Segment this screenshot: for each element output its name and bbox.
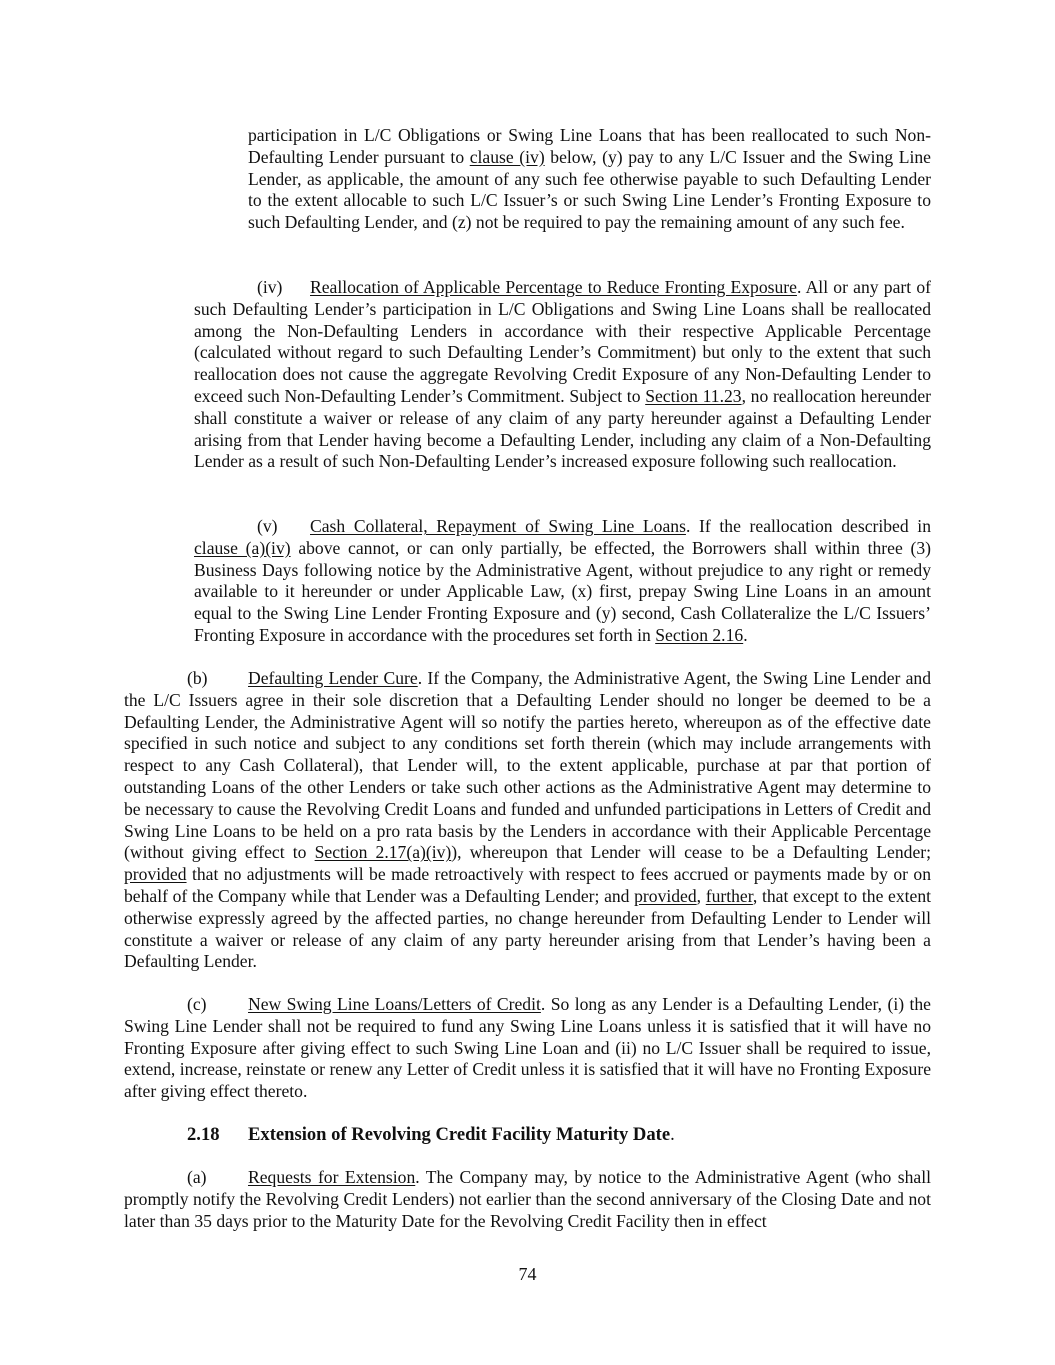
paragraph-a-heading: Requests for Extension bbox=[248, 1167, 416, 1187]
clause-iv-reference: clause (iv) bbox=[469, 146, 545, 167]
provided-term-2: provided bbox=[634, 885, 697, 906]
section-number: 2.18 bbox=[187, 1124, 220, 1145]
paragraph-c: (c) New Swing Line Loans/Letters of Credit. So long as any Lender is a Defaulting Lender, (i) the Swing Line Lender shall not be required to fund any Swing Line Loans unless it is satisfied that it will have no Fronting Exposure after giving effect to such Swing Line Loan and (ii) no L/C Issuer shall be required to issue, extend, increase, reinstate or renew any Letter of Credit unless it is satisfied that it will have no Fronting Exposure after giving effect thereto. bbox=[124, 994, 931, 1102]
paragraph-b-heading: Defaulting Lender Cure bbox=[248, 668, 418, 688]
paragraph-iv-heading: Reallocation of Applicable Percentage to Reduce Fronting Exposure bbox=[310, 277, 797, 297]
clause-a-iv-reference: clause (a)(iv) bbox=[194, 537, 291, 558]
provided-term: provided bbox=[124, 864, 187, 885]
paragraph-c-label: (c) bbox=[187, 994, 207, 1014]
paragraph-v: (v) Cash Collateral, Repayment of Swing Line Loans. If the reallocation described in clause (a)(iv) above cannot, or can only partially, be effected, the Borrowers shall within three (3) Business Days following notice by the Administrative Agent, without prejudice to any right or remedy available to it hereunder or under Applicable Law, (x) first, prepay Swing Line Loans in an amount equal to the Swing Line Lender Fronting Exposure and (y) second, Cash Collateralize the L/C Issuers’ Fronting Exposure in accordance with the procedures set forth in Section 2.16. bbox=[194, 516, 931, 645]
paragraph-b: (b) Defaulting Lender Cure. If the Company, the Administrative Agent, the Swing Line Lender and the L/C Issuers agree in their sole discretion that a Defaulting Lender should no longer be deemed to be a Defaulting Lender, the Administrative Agent will so notify the parties hereto, whereupon as of the effective date specified in such notice and subject to any conditions set forth therein (which may include arrangements with respect to any Cash Collateral), that Lender will, to the extent applicable, purchase at par that portion of outstanding Loans of the other Lenders or take such other actions as the Administrative Agent may determine to be necessary to cause the Revolving Credit Loans and funded and unfunded participations in Letters of Credit and Swing Line Loans to be held on a pro rata basis by the Lenders in accordance with their Applicable Percentage (without giving effect to Section 2.17(a)(iv)), whereupon that Lender will cease to be a Defaulting Lender; provided that no adjustments will be made retroactively with respect to fees accrued or payments made by or on behalf of the Company while that Lender was a Defaulting Lender; and provided, further, that except to the extent otherwise expressly agreed by the affected parties, no change hereunder from Defaulting Lender to Lender will constitute a waiver or release of any claim of any party hereunder arising from that Lender’s having been a Defaulting Lender. bbox=[124, 668, 932, 972]
section-2-16-reference: Section 2.16 bbox=[655, 624, 744, 645]
paragraph-a-label: (a) bbox=[187, 1167, 207, 1187]
paragraph-a: (a) Requests for Extension. The Company may, by notice to the Administrative Agent (who shall promptly notify the Revolving Credit Lenders) not earlier than the second anniversary of the Closing Date and not later than 35 days prior to the Maturity Date for the Revolving Credit Facility then in effect bbox=[124, 1167, 931, 1231]
page-number: 74 bbox=[518, 1264, 537, 1284]
paragraph-iv: (iv) Reallocation of Applicable Percentage to Reduce Fronting Exposure. All or any part of such Defaulting Lender’s participation in L/C Obligations and Swing Line Loans shall be reallocated among the Non-Defaulting Lenders in accordance with their respective Applicable Percentage (calculated without regard to such Defaulting Lender’s Commitment) but only to the extent that such reallocation does not cause the aggregate Revolving Credit Exposure of any Non-Defaulting Lender to exceed such Non-Defaulting Lender’s Commitment. Subject to Section 11.23, no reallocation hereunder shall constitute a waiver or release of any claim of any party hereunder against a Defaulting Lender arising from that Lender having become a Defaulting Lender, including any claim of a Non-Defaulting Lender as a result of such Non-Defaulting Lender’s increased exposure following such reallocation. bbox=[194, 277, 931, 472]
further-term: further bbox=[705, 885, 753, 906]
paragraph-b-label: (b) bbox=[187, 668, 208, 688]
paragraph-v-heading: Cash Collateral, Repayment of Swing Line Loans bbox=[310, 516, 686, 536]
section-title: Extension of Revolving Credit Facility Maturity Date bbox=[248, 1124, 671, 1145]
paragraph-v-label: (v) bbox=[257, 516, 278, 536]
paragraph-c-heading: New Swing Line Loans/Letters of Credit bbox=[248, 994, 541, 1014]
section-heading: 2.18 Extension of Revolving Credit Facility Maturity Date. bbox=[187, 1124, 675, 1145]
paragraph-iv-label: (iv) bbox=[257, 277, 283, 297]
section-11-23-reference: Section 11.23 bbox=[645, 385, 742, 406]
section-2-17-reference: Section 2.17(a)(iv) bbox=[314, 842, 452, 863]
paragraph-iii-continuation: participation in L/C Obligations or Swing Line Loans that has been reallocated to such Non-Defaulting Lender pursuant to clause (iv) below, (y) pay to any L/C Issuer and the Swing Line Lender, as applicable, the amount of any such fee otherwise payable to such Defaulting Lender to the extent allocable to such L/C Issuer’s or such Swing Line Lender’s Fronting Exposure to such Defaulting Lender, and (z) not be required to pay the remaining amount of any such fee. bbox=[248, 125, 931, 233]
